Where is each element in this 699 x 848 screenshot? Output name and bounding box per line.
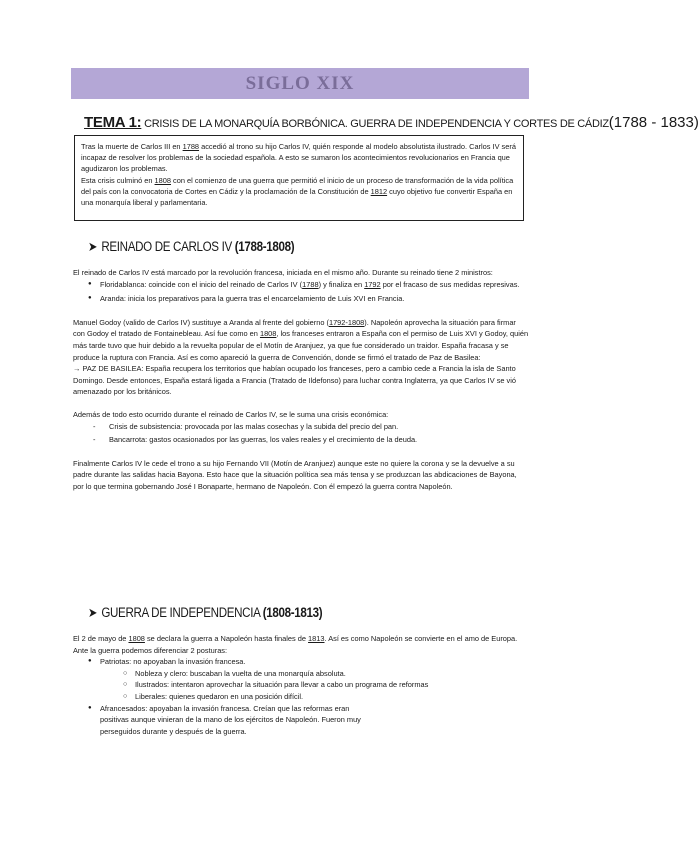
crisis-intro: Además de todo esto ocurrido durante el reinado de Carlos IV, se le suma una crisis económica: bbox=[73, 409, 389, 419]
section-title: REINADO DE CARLOS IV bbox=[101, 239, 235, 254]
godoy-paragraph: Manuel Godoy (valido de Carlos IV) sustituye a Aranda al frente del gobierno (1792-1808). Napoleón aprovecha la situación para firmar con Godoy el tratado de Fontainebleau. Así fue como en 1808, los franceses entraron a España con el permiso de Luis XVI y Godoy, quién más tarde tuvo que huir debido a la revuelta popular de el Motín de Aranjuez, ya que fue considerado un traidor. España fracasa y se produce la ruptura con Francia. Así es como apareció la guerra de Convención, donde se firmó el tratado de Paz de Basilea: bbox=[73, 317, 529, 362]
intro-paragraph-2: Esta crisis culminó en 1808 con el comienzo de una guerra que permitió el inicio de un proceso de transformación de la vida política del país con la convocatoria de Cortes en Cádiz y la proclamación de la Constitución de 1812 cuyo objetivo fue convertir España en una monarquía liberal y parlamentaria. bbox=[81, 175, 514, 208]
list-item: ● Afrancesados: apoyaban la invasión francesa. Creían que las reformas eran positivas aunque vinieran de la mano de los ejércitos de Napoleón. Fueron muy perseguidos durante y después de la guerra. bbox=[73, 703, 529, 738]
section-heading-carlos-iv bbox=[88, 239, 294, 255]
intro-paragraph-1: Tras la muerte de Carlos III en 1788 accedió al trono su hijo Carlos IV, quién responde al modelo absolutista ilustrado. Carlos IV será incapaz de resolver los problemas de la sociedad española. A esto se sumaron los acontecimientos revolucionarios en Francia que agudizaron los problemas. bbox=[81, 142, 516, 174]
section2-intro: El 2 de mayo de 1808 se declara la guerra a Napoleón hasta finales de 1813. Así es como Napoleón se convierte en el amo de Europa. Ante la guerra podemos diferenciar 2 posturas: bbox=[73, 634, 518, 655]
paz-basilea-paragraph: → PAZ DE BASILEA: España recupera los territorios que habían ocupado los franceses, pero a cambio cede a Francia la isla de Santo Domingo. Desde entonces, España estará ligada a Francia (Tratado de Ildefonso) para luchar contra Inglaterra, ya que Carlos IV se vió amenazado por los británicos. bbox=[73, 364, 516, 397]
list-item: - Crisis de subsistencia: provocada por las malas cosechas y la subida del precio del pan. bbox=[73, 421, 529, 433]
list-item: ○ Ilustrados: intentaron aprovechar la situación para llevar a cabo un programa de reformas bbox=[73, 679, 529, 691]
list-item: ○ Nobleza y clero: buscaban la vuelta de una monarquía absoluta. bbox=[73, 668, 529, 680]
final-paragraph: Finalmente Carlos IV le cede el trono a su hijo Fernando VII (Motín de Aranjuez) aunque este no quiere la corona y se la devuelve a su padre durante las salidas hacia Bayona. Esto hace que la situación política sea más tensa y se produzcan las abdicaciones de Bayona, por lo que termina gobernando José I Bonaparte, hermano de Napoleón. Con él empezó la guerra contra Napoleón. bbox=[73, 458, 517, 491]
afrancesados-list bbox=[73, 703, 529, 738]
topic-heading bbox=[84, 114, 699, 131]
arrow-icon: ➤ bbox=[88, 605, 98, 620]
list-item: ● Patriotas: no apoyaban la invasión francesa. bbox=[73, 656, 529, 668]
section-years: (1788-1808) bbox=[234, 239, 295, 254]
section-years: (1808-1813) bbox=[262, 605, 323, 620]
patriotas-sublist bbox=[73, 668, 529, 703]
section1-intro: El reinado de Carlos IV está marcado por la revolución francesa, iniciada en el mismo año. Durante su reinado tiene 2 ministros: bbox=[73, 268, 493, 277]
banner-title: SIGLO XIX bbox=[245, 72, 355, 94]
crisis-list bbox=[73, 421, 529, 446]
ministers-list bbox=[73, 279, 529, 305]
arrow-icon: ➤ bbox=[88, 239, 98, 254]
section1-body bbox=[73, 267, 529, 493]
topic-label: TEMA 1: bbox=[84, 114, 142, 131]
list-item: ● Aranda: inicia los preparativos para la guerra tras el encarcelamiento de Luis XVI en Francia. bbox=[73, 293, 529, 305]
section2-body bbox=[73, 633, 529, 737]
postures-list bbox=[73, 656, 529, 668]
century-banner bbox=[71, 68, 529, 99]
topic-years: (1788 - 1833) bbox=[608, 114, 699, 131]
intro-box bbox=[74, 135, 524, 221]
section-heading-independencia bbox=[88, 605, 322, 621]
list-item: ○ Liberales: quienes quedaron en una posición difícil. bbox=[73, 691, 529, 703]
list-item: ● Floridablanca: coincide con el inicio del reinado de Carlos IV (1788) y finaliza en 1792 por el fracaso de sus medidas represivas. bbox=[73, 279, 529, 291]
list-item: - Bancarrota: gastos ocasionados por las guerras, los vales reales y el crecimiento de la deuda. bbox=[73, 434, 529, 446]
topic-title: CRISIS DE LA MONARQUÍA BORBÓNICA. GUERRA DE INDEPENDENCIA Y CORTES DE CÁDIZ bbox=[144, 118, 609, 130]
section-title: GUERRA DE INDEPENDENCIA bbox=[101, 605, 263, 620]
